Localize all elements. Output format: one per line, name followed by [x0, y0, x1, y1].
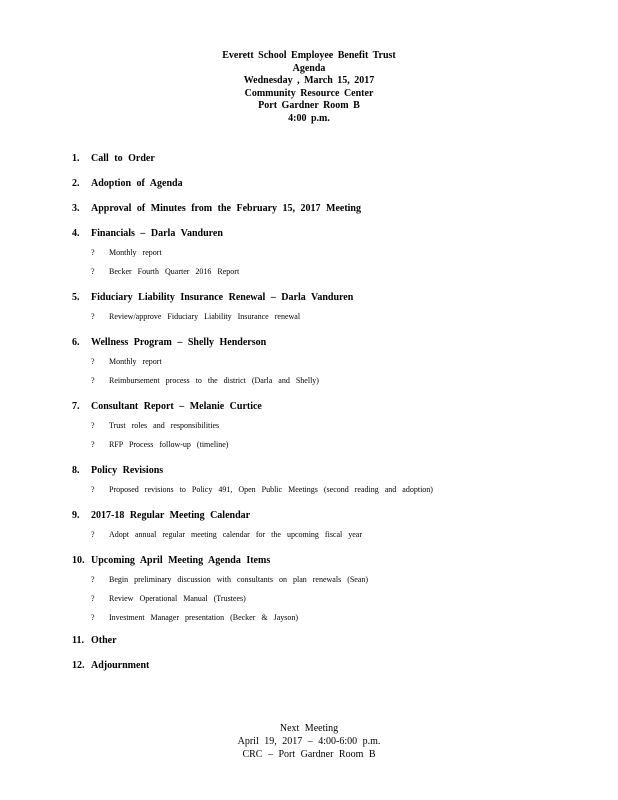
agenda-item-title: Adoption of Agenda [91, 178, 183, 189]
agenda-subitem-text: Monthly report [109, 248, 162, 257]
bullet-icon: ? [91, 440, 95, 449]
agenda-item-number: 7. [72, 401, 80, 412]
agenda-subitem [91, 267, 239, 276]
agenda-subitem-text: Becker Fourth Quarter 2016 Report [109, 267, 240, 276]
bullet-icon: ? [91, 421, 95, 430]
bullet-icon: ? [91, 267, 95, 276]
next-meeting-date: April 19, 2017 – 4:00-6:00 p.m. [237, 736, 381, 747]
meeting-date: Wednesday , March 15, 2017 [243, 75, 375, 86]
agenda-item-number: 8. [72, 465, 80, 476]
agenda-subitem [91, 440, 228, 449]
agenda-subitem [91, 594, 246, 603]
agenda-item-title: Upcoming April Meeting Agenda Items [91, 555, 271, 566]
agenda-item-number: 4. [72, 228, 80, 239]
agenda-subitem [91, 421, 219, 430]
bullet-icon: ? [91, 376, 95, 385]
next-meeting-location: CRC – Port Gardner Room B [242, 749, 376, 760]
bullet-icon: ? [91, 248, 95, 257]
agenda-item-number: 1. [72, 153, 80, 164]
agenda-subitem [91, 575, 368, 584]
agenda-item-title: Financials – Darla Vanduren [91, 228, 223, 239]
next-meeting-heading: Next Meeting [279, 723, 339, 734]
bullet-icon: ? [91, 485, 95, 494]
agenda-item-number: 6. [72, 337, 80, 348]
agenda-subitem [91, 485, 433, 494]
bullet-icon: ? [91, 594, 95, 603]
agenda-subitem-text: Adopt annual regular meeting calendar for the upcoming fiscal year [109, 530, 363, 539]
agenda-subitem [91, 530, 362, 539]
agenda-subitem [91, 312, 300, 321]
agenda-item-title: Other [91, 635, 117, 646]
agenda-subitem [91, 248, 162, 257]
agenda-subitem-text: RFP Process follow-up (timeline) [109, 440, 229, 449]
agenda-item-title: Fiduciary Liability Insurance Renewal – Darla Vanduren [91, 292, 354, 303]
document-title: Agenda [292, 62, 326, 74]
agenda-subitem-text: Begin preliminary discussion with consultants on plan renewals (Sean) [109, 575, 369, 584]
agenda-item-title: Approval of Minutes from the February 15, 2017 Meeting [91, 203, 361, 214]
meeting-time: 4:00 p.m. [288, 112, 330, 124]
agenda-item-number: 11. [72, 635, 84, 646]
agenda-item-title: Call to Order [91, 153, 155, 164]
bullet-icon: ? [91, 312, 95, 321]
agenda-item-number: 3. [72, 203, 80, 214]
bullet-icon: ? [91, 613, 95, 622]
agenda-item-number: 10. [72, 555, 85, 566]
bullet-icon: ? [91, 530, 95, 539]
agenda-header [0, 50, 618, 125]
agenda-subitem-text: Monthly report [109, 357, 162, 366]
agenda-item-title: Policy Revisions [91, 465, 164, 476]
agenda-item-number: 12. [72, 660, 85, 671]
agenda-item-title: Consultant Report – Melanie Curtice [91, 401, 262, 412]
agenda-item-title: 2017-18 Regular Meeting Calendar [91, 510, 251, 521]
agenda-item-number: 2. [72, 178, 80, 189]
agenda-subitem-text: Investment Manager presentation (Becker & Jayson) [109, 613, 299, 622]
agenda-item-title: Wellness Program – Shelly Henderson [91, 337, 267, 348]
agenda-item-number: 5. [72, 292, 80, 303]
agenda-subitem-text: Proposed revisions to Policy 491, Open Public Meetings (second reading and adoption) [109, 485, 433, 494]
agenda-item-title: Adjournment [91, 660, 150, 671]
agenda-subitem-text: Review Operational Manual (Trustees) [109, 594, 246, 603]
next-meeting-footer [0, 722, 618, 761]
agenda-subitem [91, 376, 319, 385]
agenda-item-number: 9. [72, 510, 80, 521]
bullet-icon: ? [91, 357, 95, 366]
meeting-room: Port Gardner Room B [258, 100, 360, 111]
meeting-venue: Community Resource Center [244, 87, 374, 99]
bullet-icon: ? [91, 575, 95, 584]
organization-title: Everett School Employee Benefit Trust [222, 50, 396, 61]
agenda-subitem [91, 613, 298, 622]
agenda-subitem [91, 357, 162, 366]
agenda-subitem-text: Trust roles and responsibilities [109, 421, 220, 430]
agenda-subitem-text: Reimbursement process to the district (Darla and Shelly) [109, 376, 319, 385]
agenda-subitem-text: Review/approve Fiduciary Liability Insurance renewal [109, 312, 301, 321]
